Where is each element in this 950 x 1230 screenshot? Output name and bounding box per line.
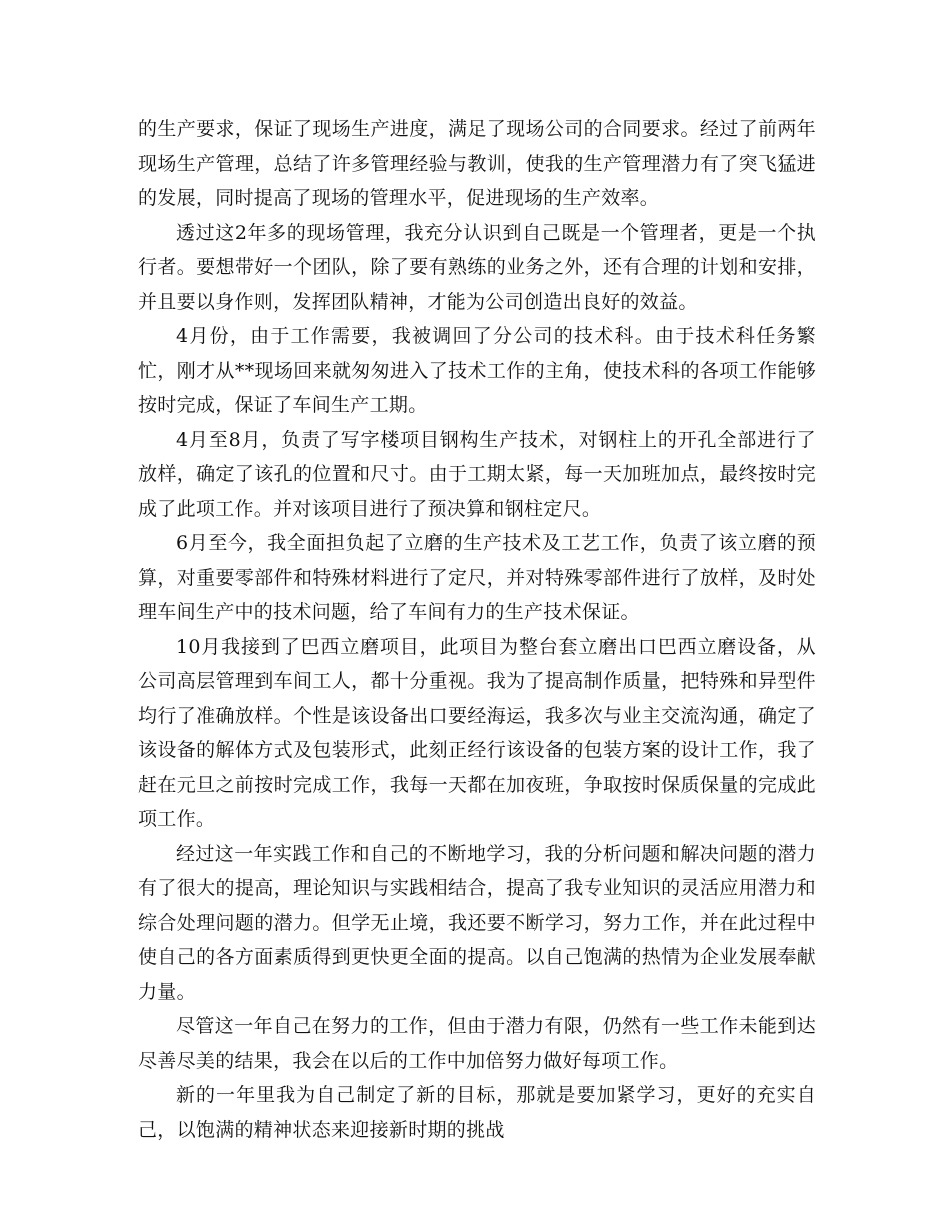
paragraph-1: 的生产要求，保证了现场生产进度，满足了现场公司的合同要求。经过了前两年现场生产管理，总结了许多管理经验与教训，使我的生产管理潜力有了突飞猛进的发展，同时提高了现场的管理水平，促进现场的生产效率。 (138, 118, 816, 209)
paragraph-4: 4月至8月，负责了写字楼项目钢构生产技术，对钢柱上的开孔全部进行了放样，确定了该孔的位置和尺寸。由于工期太紧，每一天加班加点，最终按时完成了此项工作。并对该项目进行了预决算和钢柱定尺。 (138, 428, 816, 520)
paragraph-8: 尽管这一年自己在努力的工作，但由于潜力有限，仍然有一些工作未能到达尽善尽美的结果，我会在以后的工作中加倍努力做好每项工作。 (138, 1015, 816, 1072)
paragraph-6: 10月我接到了巴西立磨项目，此项目为整台套立磨出口巴西立磨设备，从公司高层管理到车间工人，都十分重视。我为了提高制作质量，把特殊和异型件均行了准确放样。个性是该设备出口要经海运，我多次与业主交流沟通，确定了该设备的解体方式及包装形式，此刻正经行该设备的包装方案的设计工作，我了赶在元旦之前按时完成工作，我每一天都在加夜班，争取按时保质保量的完成此项工作。 (138, 635, 816, 830)
document-body (138, 112, 816, 1147)
paragraph-9: 新的一年里我为自己制定了新的目标，那就是要加紧学习，更好的充实自己，以饱满的精神状态来迎接新时期的挑战 (138, 1084, 816, 1141)
paragraph-7: 经过这一年实践工作和自己的不断地学习，我的分析问题和解决问题的潜力有了很大的提高，理论知识与实践相结合，提高了我专业知识的灵活应用潜力和综合处理问题的潜力。但学无止境，我还要不断学习，努力工作，并在此过程中使自己的各方面素质得到更快更全面的提高。以自己饱满的热情为企业发展奉献力量。 (138, 842, 816, 1003)
paragraph-2: 透过这2年多的现场管理，我充分认识到自己既是一个管理者，更是一个执行者。要想带好一个团队，除了要有熟练的业务之外，还有合理的计划和安排，并且要以身作则，发挥团队精神，才能为公司创造出良好的效益。 (138, 221, 816, 313)
paragraph-3: 4月份，由于工作需要，我被调回了分公司的技术科。由于技术科任务繁忙，刚才从**现场回来就匆匆进入了技术工作的主角，使技术科的各项工作能够按时完成，保证了车间生产工期。 (138, 325, 816, 416)
paragraph-5: 6月至今，我全面担负起了立磨的生产技术及工艺工作，负责了该立磨的预算，对重要零部件和特殊材料进行了定尺，并对特殊零部件进行了放样，及时处理车间生产中的技术问题，给了车间有力的生产技术保证。 (138, 532, 816, 623)
